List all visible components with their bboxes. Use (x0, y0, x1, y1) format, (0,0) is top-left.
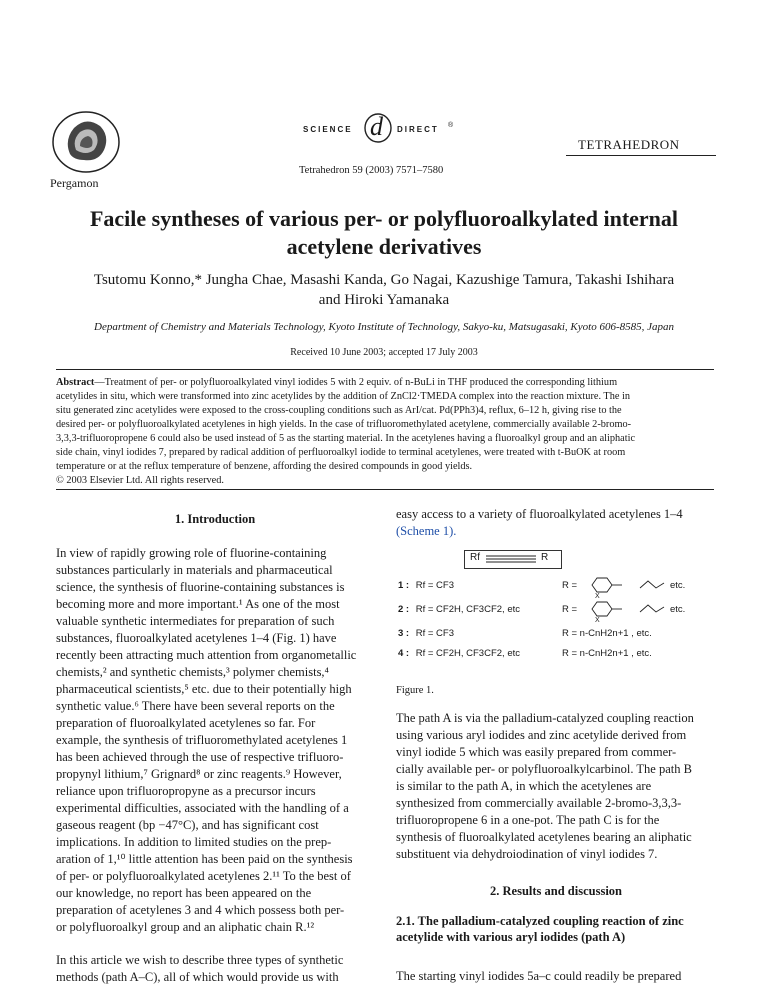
sciencedirect-logo (303, 110, 483, 150)
intro-continuation (396, 506, 716, 540)
elsevier-logo (50, 110, 122, 174)
text-line: methods (path A–C), all of which would provide us with (56, 970, 339, 984)
abstract-label: Abstract (56, 377, 95, 388)
journal-name: TETRAHEDRON (578, 137, 680, 152)
affiliation: Department of Chemistry and Materials Technology, Kyoto Institute of Technology, Sakyo-ku, Matsugasaki, Kyoto 606-8585, Japan (94, 321, 674, 333)
brand-right: DIRECT (397, 125, 439, 134)
abstract-line: temperature or at the reflux temperature of benzene, affording the desired compounds in good yields. (56, 461, 473, 472)
figure-row-4: 4 : Rf = CF2H, CF3CF2, etc (398, 648, 520, 659)
text-line: has been achieved through the use of respective trifluoro- (56, 750, 344, 764)
aryl-ring-icon (586, 576, 626, 594)
figure-row-2: 2 : Rf = CF2H, CF3CF2, etc (398, 604, 520, 615)
intro-paragraph-1 (56, 545, 374, 936)
text-line: In this article we wish to describe three types of synthetic (56, 953, 344, 967)
article-title (40, 205, 728, 261)
received-date: Received 10 June 2003; accepted 17 July 2003 (290, 347, 478, 358)
authors (40, 270, 728, 310)
abstract-line: situ generated zinc acetylides were exposed to the cross-coupling conditions such as ArI/cat. Pd(PPh3)4, reflux, 6–12 h, giving rise to the (56, 405, 622, 416)
title-line-2: acetylene derivatives (286, 234, 482, 259)
paths-paragraph (396, 710, 716, 863)
text-line: becoming more and more important.¹ As one of the most (56, 597, 340, 611)
publisher-name: Pergamon (50, 176, 99, 190)
text-line: (Scheme 1). (396, 524, 457, 538)
text-line: pharmaceutical scientists,⁵ etc. due to their potentially high (56, 682, 352, 696)
figure-row-1-etc: etc. (670, 580, 686, 591)
abstract-bottom-rule (56, 489, 714, 490)
text-line: valuable synthetic intermediates for preparation of such (56, 614, 335, 628)
abstract-line: desired per- or polyfluoroalkylated acetylenes in high yields. In the case of trifluoromethylated acetylene, commercially available 2-bromo- (56, 419, 632, 430)
results-first-line: The starting vinyl iodides 5a–c could readily be prepared (396, 969, 682, 983)
text-line: recently been attracting much attention from organometallic (56, 648, 357, 662)
figure-row-2-etc: etc. (670, 604, 686, 615)
figure-row-3-r: R = n-CnH2n+1 , etc. (562, 628, 652, 639)
figure-header-r: R (541, 552, 549, 563)
abstract-line: —Treatment of per- or polyfluoroalkylated vinyl iodides 5 with 2 equiv. of n-BuLi in THF produced the corresponding lithium (94, 377, 618, 388)
abstract-copyright: © 2003 Elsevier Ltd. All rights reserved. (56, 475, 224, 486)
text-line: is similar to the path A, in which the acetylenes are (396, 779, 652, 793)
vinyl-chain-icon (638, 578, 666, 590)
x-label: X (595, 617, 600, 624)
subsection-line-1: 2.1. The palladium-catalyzed coupling reaction of zinc (396, 914, 684, 928)
text-line: trifluoropropene 6 in a one-pot. The path C is for the (396, 813, 660, 827)
title-line-1: Facile syntheses of various per- or polyfluoroalkylated internal (89, 206, 679, 231)
citation: Tetrahedron 59 (2003) 7571–7580 (299, 165, 444, 176)
text-line: substances, fluoroalkylated acetylenes 1–4 (Fig. 1) have (56, 631, 337, 645)
x-label: X (595, 593, 600, 600)
text-line: preparation of acetylenes 3 and 4 which possess both per- (56, 903, 345, 917)
abstract-top-rule (56, 369, 714, 370)
brand-left: SCIENCE (303, 125, 353, 134)
text-line: The path A is via the palladium-catalyzed coupling reaction (396, 711, 694, 725)
section-results-title: 2. Results and discussion (490, 884, 622, 898)
text-line: vinyl iodide 5 which was easily prepared from commer- (396, 745, 677, 759)
text-line: easy access to a variety of fluoroalkylated acetylenes 1–4 (396, 507, 683, 521)
text-line: In view of rapidly growing role of fluorine-containing (56, 546, 327, 560)
text-line: synthesized from commercially available 2-bromo-3,3,3- (396, 796, 682, 810)
figure-1-caption: Figure 1. (396, 685, 434, 696)
figure-1 (396, 548, 716, 668)
figure-row-4-r: R = n-CnH2n+1 , etc. (562, 648, 652, 659)
abstract-line: acetylides in situ, which were transformed into zinc acetylides by the addition of ZnCl2·TMEDA complex into the reaction mixture. The in (56, 391, 630, 402)
figure-row-1: 1 : Rf = CF3 (398, 580, 455, 591)
footnote-line (56, 985, 374, 993)
text-line: experimental difficulties, associated with the handling of a (56, 801, 349, 815)
text-line: aration of 1,¹⁰ little attention has been paid on the synthesis (56, 852, 353, 866)
text-line: our knowledge, no report has been appeared on the (56, 886, 312, 900)
authors-line-2: and Hiroki Yamanaka (318, 292, 450, 308)
subsection-line-2: acetylide with various aryl iodides (path A) (396, 930, 626, 944)
text-line: science, the synthesis of fluorine-containing substances is (56, 580, 345, 594)
abstract (56, 376, 716, 488)
issn (56, 978, 259, 986)
vinyl-chain-icon (638, 602, 666, 614)
figure-row-1-r: R = (562, 580, 578, 591)
text-line: chemists,² and synthetic chemists,³ polymer chemists,⁴ (56, 665, 329, 679)
text-line: substituent via dehydroiodination of vinyl iodides 7. (396, 847, 658, 861)
abstract-line: side chain, vinyl iodides 7, prepared by radical addition of perfluoroalkyl iodide to terminal acetylenes, were treated with t-BuOK at room (56, 447, 626, 458)
subsection-title (396, 913, 716, 945)
abstract-line: 3,3,3-trifluoropropene 6 could also be used instead of 5 as the starting material. In the acetylenes having a fluoroalkyl group and an aliphatic (56, 433, 636, 444)
aryl-ring-icon (586, 600, 626, 618)
brand-mark: d (363, 110, 393, 144)
text-line: or polyfluoroalkyl group and an aliphatic chain R.¹² (56, 920, 315, 934)
text-line: example, the synthesis of trifluoromethylated acetylenes 1 (56, 733, 348, 747)
text-line: cially available per- or polyfluoroalkylcarbinol. The path B (396, 762, 692, 776)
text-line: gaseous reagent (bp −47°C), and has significant cost (56, 818, 319, 832)
text-line: of per- or polyfluoroalkylated acetylenes 2.¹¹ To the best of (56, 869, 351, 883)
text-line: using various aryl iodides and zinc acetylide derived from (396, 728, 687, 742)
figure-row-3: 3 : Rf = CF3 (398, 628, 455, 639)
text-line: implications. In addition to limited studies on the prep- (56, 835, 332, 849)
header-rule (566, 155, 716, 156)
text-line: synthetic value.⁶ There have been several reports on the (56, 699, 335, 713)
brand-reg: ® (448, 122, 454, 129)
text-line: propynyl lithium,⁷ Grignard⁸ or zinc reagents.⁹ However, (56, 767, 342, 781)
figure-header-rf: Rf (470, 552, 480, 563)
section-introduction-title: 1. Introduction (174, 512, 256, 526)
figure-row-2-r: R = (562, 604, 578, 615)
text-line: substances particularly in materials and pharmaceutical (56, 563, 333, 577)
authors-line-1: Tsutomu Konno,* Jungha Chae, Masashi Kanda, Go Nagai, Kazushige Tamura, Takashi Ishihara (93, 272, 675, 288)
text-line: reliance upon trifluoropropyne as a precursor incurs (56, 784, 316, 798)
text-line: preparation of fluoroalkylated acetylenes so far. For (56, 716, 316, 730)
text-line: synthesis of fluoroalkylated acetylenes bearing an aliphatic (396, 830, 692, 844)
triple-bond (486, 555, 536, 563)
